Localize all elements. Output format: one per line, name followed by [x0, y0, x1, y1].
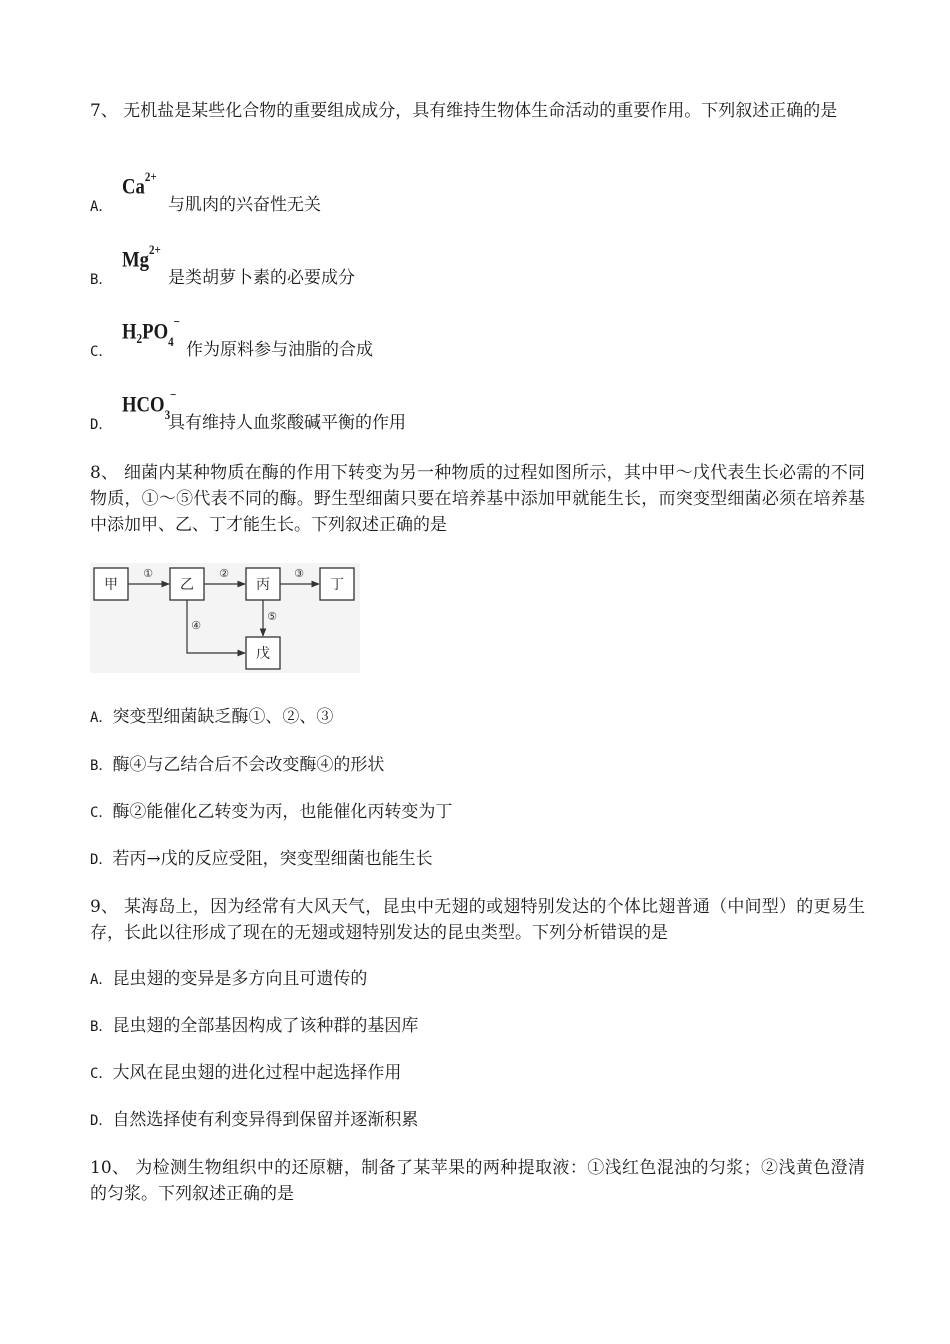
question-10-stem: 10、 为检测生物组织中的还原糖，制备了某苹果的两种提取液：①浅红色混浊的匀浆；②浅黄色澄清的匀浆。下列叙述正确的是 [90, 1158, 865, 1204]
question-7-option-c [90, 315, 865, 361]
question-8-stem: 8、 细菌内某种物质在酶的作用下转变为另一种物质的过程如图所示，其中甲～戊代表生长必需的不同物质，①～⑤代表不同的酶。野生型细菌只要在培养基中添加甲就能生长，而突变型细菌必须在培养基中添加甲、乙、丁才能生长。下列叙述正确的是 [90, 463, 865, 535]
question-7-option-a [90, 170, 865, 216]
dihydrogen-phosphate-formula: $H_2PO_4^-$ [122, 314, 180, 349]
option-text: 具有维持人血浆酸碱平衡的作用 [168, 413, 406, 433]
bicarbonate-formula: $HCO_3^-$ [122, 387, 177, 422]
option-text: 作为原料参与油脂的合成 [186, 340, 373, 360]
option-letter: D． [90, 417, 113, 433]
question-8-option-d: D．若丙→戊的反应受阻，突变型细菌也能生长 [90, 849, 433, 869]
enzyme-2-label: ② [219, 567, 229, 580]
enzyme-pathway-diagram [90, 563, 360, 673]
question-7-option-b [90, 243, 865, 289]
question-7-option-d [90, 388, 865, 434]
option-letter: C． [90, 344, 113, 360]
question-9-option-a: A．昆虫翅的变异是多方向且可遗传的 [90, 969, 368, 989]
question-8-option-b: B．酶④与乙结合后不会改变酶④的形状 [90, 755, 385, 775]
enzyme-3-label: ③ [294, 567, 304, 580]
enzyme-4-label: ④ [191, 619, 201, 632]
enzyme-1-label: ① [143, 567, 153, 580]
question-9-option-c: C．大风在昆虫翅的进化过程中起选择作用 [90, 1063, 402, 1083]
calcium-ion-formula: $Ca^{2+}$ [122, 169, 157, 199]
question-8-option-c: C．酶②能催化乙转变为丙，也能催化丙转变为丁 [90, 802, 453, 822]
magnesium-ion-formula: $Mg^{2+}$ [122, 242, 161, 272]
question-8-option-a: A．突变型细菌缺乏酶①、②、③ [90, 707, 334, 727]
label-yi: 乙 [180, 577, 194, 593]
question-7-stem: 7、 无机盐是某些化合物的重要组成成分，具有维持生物体生命活动的重要作用。下列叙述正确的是 [90, 101, 838, 121]
label-bing: 丙 [256, 577, 270, 593]
enzyme-5-label: ⑤ [267, 610, 277, 623]
question-9-option-d: D．自然选择使有利变异得到保留并逐渐积累 [90, 1110, 419, 1130]
option-text: 是类胡萝卜素的必要成分 [168, 268, 355, 288]
option-letter: A． [90, 199, 113, 215]
option-letter: B． [90, 272, 113, 288]
label-wu: 戊 [256, 646, 270, 662]
question-9-option-b: B．昆虫翅的全部基因构成了该种群的基因库 [90, 1016, 419, 1036]
label-jia: 甲 [104, 577, 118, 593]
label-ding: 丁 [330, 577, 344, 593]
option-text: 与肌肉的兴奋性无关 [168, 195, 321, 215]
question-9-stem: 9、 某海岛上，因为经常有大风天气，昆虫中无翅的或翅特别发达的个体比翅普通（中间型）的更易生存，长此以往形成了现在的无翅或翅特别发达的昆虫类型。下列分析错误的是 [90, 897, 865, 943]
